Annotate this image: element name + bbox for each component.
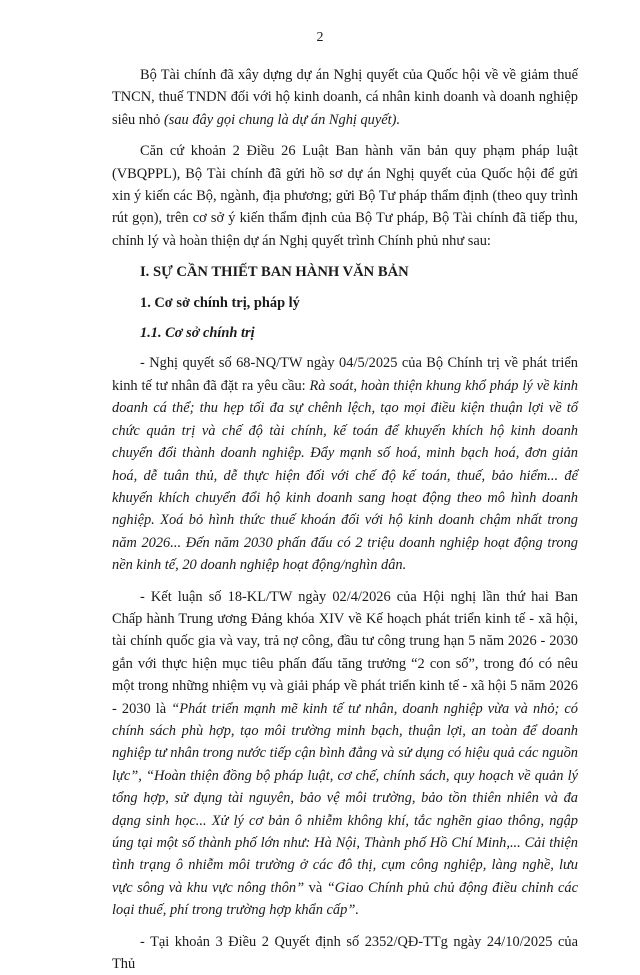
conclusion-18-quote-1: “Phát triển mạnh mẽ kinh tế tư nhân, doanh nghiệp vừa và nhỏ; có chính sách phù hợp, tạo môi trường minh bạch, thuận lợi, an toàn để doanh nghiệp tư nhân trong nước tiếp cận bình đẳng và sử dụng có hiệu quả các nguồn lực”, “Hoàn thiện đồng bộ pháp luật, cơ chế, chính sách, quy hoạch về quản lý tổng hợp, sử dụng tài nguyên, bảo vệ môi trường, bảo tồn thiên nhiên và đa dạng sinh học... Xử lý cơ bản ô nhiễm không khí, tắc nghẽn giao thông, ngập úng tại một số thành phố lớn như: Hà Nội, Thành phố Hồ Chí Minh,... Cải thiện tình trạng ô nhiễm môi trường ở các đô thị, cụm công nghiệp, làng nghề, lưu vực sông và khu vực nông thôn”	[112, 700, 578, 896]
conclusion-18-quote-2: “Giao Chính phủ chủ động điều chỉnh các loại thuế, phí trong trường hợp khẩn cấp”.	[112, 879, 579, 919]
section-heading: I. SỰ CẦN THIẾT BAN HÀNH VĂN BẢN	[140, 264, 409, 281]
conclusion-18-text: - Kết luận số 18-KL/TW ngày 02/4/2026 của Hội nghị lần thứ hai Ban Chấp hành Trung ương Đảng khóa XIV về Kế hoạch phát triển kinh tế - xã hội, tài chính quốc gia và vay, trả nợ công, đầu tư công trung hạn 5 năm 2026 - 2030 gắn với thực hiện mục tiêu phấn đấu tăng trưởng “2 con số”, trong đó có nêu một trong những nhiệm vụ và giải pháp về phát triển kinh tế - xã hội 5 năm 2026 - 2030 là	[112, 588, 578, 717]
basis-paragraph: Căn cứ khoản 2 Điều 26 Luật Ban hành văn bản quy phạm pháp luật (VBQPPL), Bộ Tài chính đã gửi hồ sơ dự án Nghị quyết của Quốc hội để gửi xin ý kiến các Bộ, ngành, địa phương; gửi Bộ Tư pháp thẩm định (theo quy trình rút gọn), trên cơ sở ý kiến thẩm định của Bộ Tư pháp, Bộ Tài chính đã tiếp thu, chỉnh lý và hoàn thiện dự án Nghị quyết trình Chính phủ như sau:	[112, 143, 578, 249]
intro-text: Bộ Tài chính đã xây dựng dự án Nghị quyết của Quốc hội về về giảm thuế TNCN, thuế TNDN đối với hộ kinh doanh, cá nhân kinh doanh và doanh nghiệp siêu nhỏ	[112, 67, 578, 128]
page-number: 2	[316, 30, 324, 45]
subsection-heading: 1. Cơ sở chính trị, pháp lý	[140, 294, 300, 311]
intro-paragraph	[112, 64, 578, 131]
intro-italic-note: (sau đây gọi chung là dự án Nghị quyết).	[163, 111, 401, 128]
resolution-68-paragraph	[112, 352, 578, 576]
conclusion-18-conjunction: và	[304, 879, 327, 896]
resolution-68-text: - Nghị quyết số 68-NQ/TW ngày 04/5/2025 của Bộ Chính trị về phát triển kinh tế tư nhân đã đặt ra yêu cầu:	[112, 355, 578, 394]
resolution-68-quote: Rà soát, hoàn thiện khung khổ pháp lý về kinh doanh cá thể; thu hẹp tối đa sự chênh lệch, tạo mọi điều kiện thuận lợi về tổ chức quản trị và chế độ tài chính, kế toán để khuyến khích hộ kinh doanh chuyển đổi thành doanh nghiệp. Đẩy mạnh số hoá, minh bạch hoá, đơn giản hoá, dễ tuân thủ, dễ thực hiện đối với chế độ kế toán, thuế, bảo hiểm... để khuyến khích chuyển đổi hộ kinh doanh sang hoạt động theo mô hình doanh nghiệp. Xoá bỏ hình thức thuế khoán đối với hộ kinh doanh chậm nhất trong năm 2026... Đến năm 2030 phấn đấu có 2 triệu doanh nghiệp hoạt động trong nền kinh tế, 20 doanh nghiệp hoạt động/nghìn dân.	[112, 377, 578, 574]
decision-2352-paragraph: - Tại khoản 3 Điều 2 Quyết định số 2352/QĐ-TTg ngày 24/10/2025 của Thủ	[112, 933, 578, 973]
subsubsection-heading: 1.1. Cơ sở chính trị	[140, 325, 255, 342]
conclusion-18-paragraph	[112, 586, 578, 922]
